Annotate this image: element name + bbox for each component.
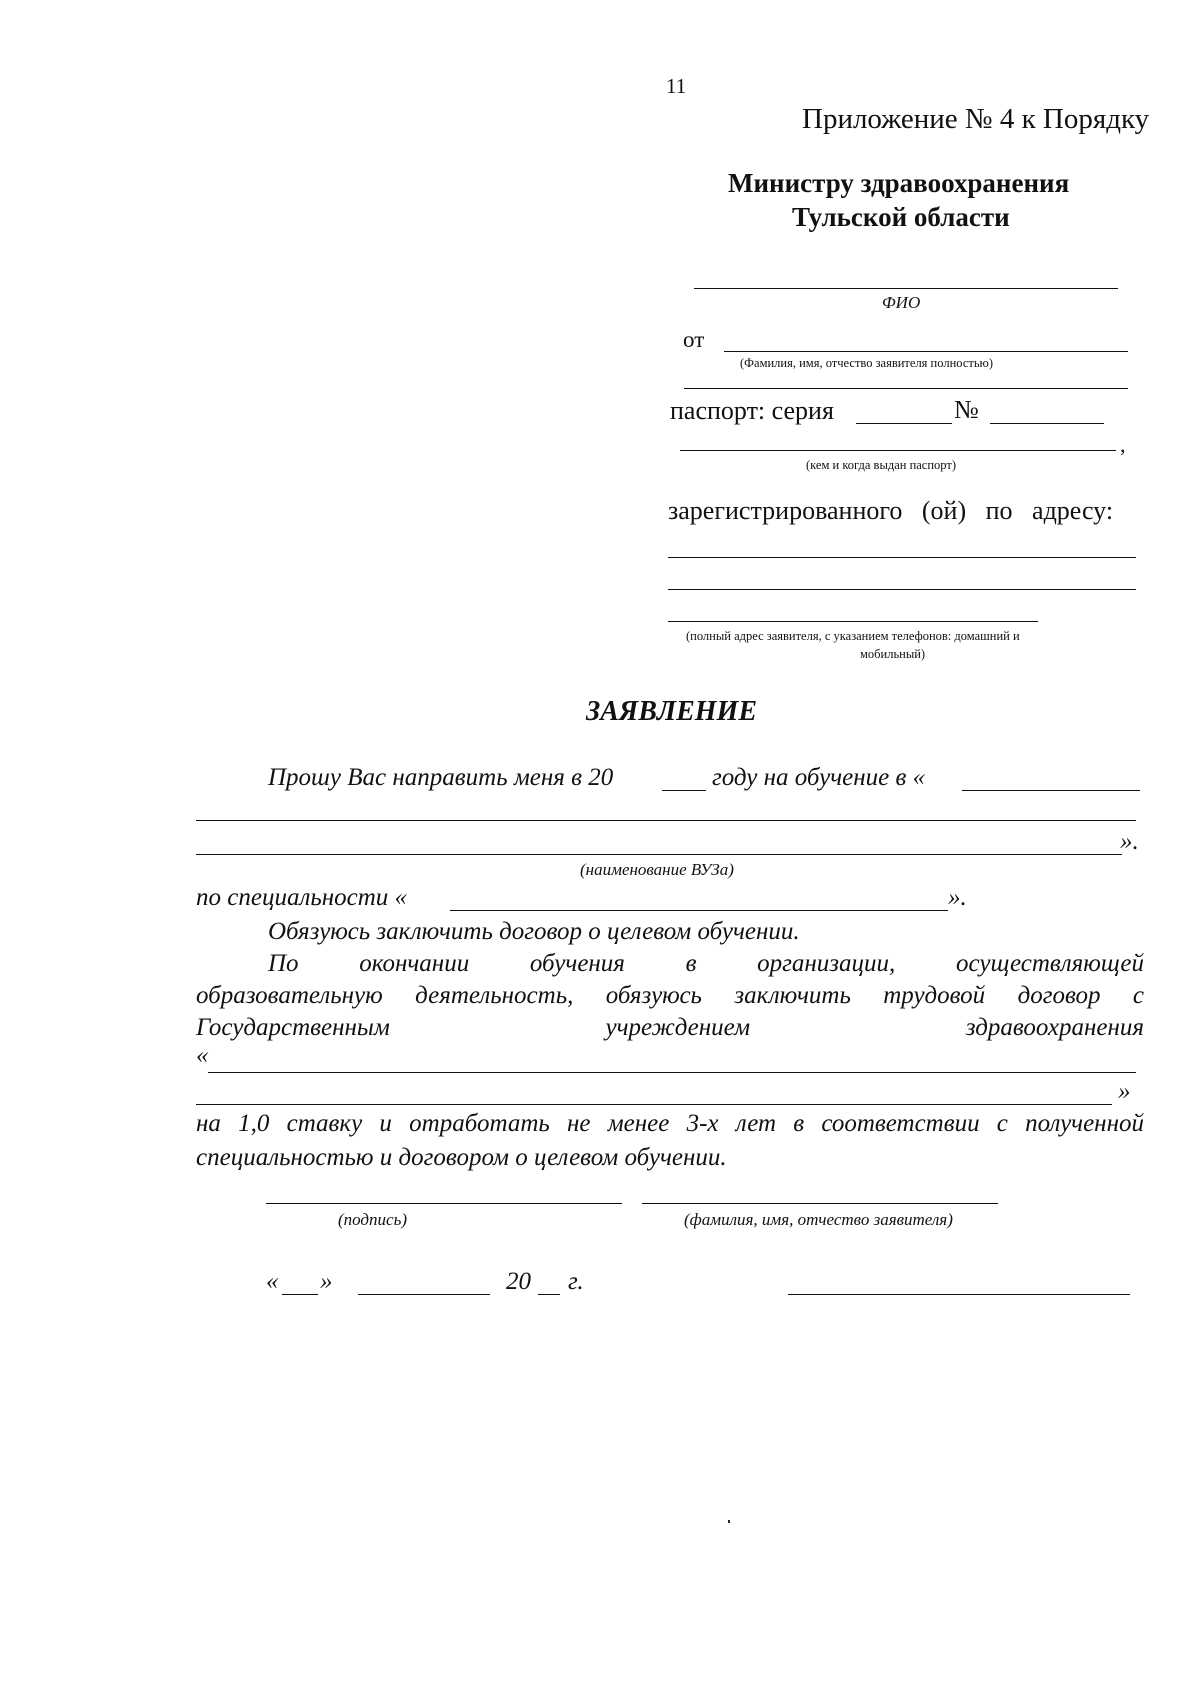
date-year-prefix: 20 [506, 1268, 531, 1295]
passport-number-sign: № [954, 395, 979, 424]
specialty-close: ». [948, 884, 967, 911]
name-underline [642, 1203, 998, 1204]
university-underline-3 [196, 854, 1122, 855]
obligation-para-line-2: образовательную деятельность, обязуюсь заключить трудовой договор с [196, 982, 1144, 1009]
address-underline-2 [668, 589, 1136, 590]
request-mid: году на обучение в « [712, 764, 926, 791]
name-caption: (фамилия, имя, отчество заявителя) [684, 1210, 953, 1229]
passport-label: паспорт: серия [670, 396, 834, 425]
passport-issued-comma: , [1120, 432, 1126, 457]
closing-line-2: специальностью и договором о целевом обучении. [196, 1144, 727, 1171]
passport-number-underline [990, 423, 1104, 424]
addressee-line-1: Министру здравоохранения [728, 168, 1070, 198]
from-extra-underline [684, 388, 1128, 389]
date-open-quote: « [266, 1268, 279, 1295]
institution-close-quote: » [1118, 1078, 1131, 1105]
university-underline-2 [196, 820, 1136, 821]
date-year-underline [538, 1294, 560, 1295]
fio-caption: ФИО [882, 293, 921, 312]
passport-issued-underline [680, 450, 1116, 451]
appendix-header: Приложение № 4 к Порядку [802, 103, 1150, 135]
obligation-para-line-1: По окончании обучения в организации, осуществляющей [268, 950, 1144, 977]
university-underline-1 [962, 790, 1140, 791]
university-caption: (наименование ВУЗа) [580, 860, 734, 879]
closing-line-1: на 1,0 ставку и отработать не менее 3-х лет в соответствии с полученной [196, 1110, 1144, 1137]
date-month-underline [358, 1294, 490, 1295]
institution-open-quote: « [196, 1042, 209, 1069]
specialty-label: по специальности « [196, 884, 408, 911]
page-number: 11 [666, 74, 687, 98]
address-caption-line-1: (полный адрес заявителя, с указанием телефонов: домашний и [686, 629, 1020, 643]
scan-dot [728, 1520, 730, 1523]
date-year-suffix: г. [568, 1268, 584, 1295]
obligation-para-line-3: Государственным учреждением здравоохранения [196, 1014, 1144, 1041]
passport-issued-caption: (кем и когда выдан паспорт) [806, 458, 957, 472]
from-caption: (Фамилия, имя, отчество заявителя полностью) [740, 356, 994, 370]
addressee-line-2: Тульской области [792, 202, 1010, 232]
university-close: ». [1120, 828, 1139, 855]
date-close-quote: » [320, 1268, 333, 1295]
passport-series-underline [856, 423, 952, 424]
address-caption-line-2: мобильный) [860, 647, 926, 661]
address-underline-3 [668, 621, 1038, 622]
from-label: от [683, 327, 705, 352]
registered-label: зарегистрированного (ой) по адресу: [668, 496, 1114, 525]
obligation-contract: Обязуюсь заключить договор о целевом обучении. [268, 918, 800, 945]
document-title: ЗАЯВЛЕНИЕ [586, 696, 758, 727]
fio-underline [694, 288, 1118, 289]
address-underline-1 [668, 557, 1136, 558]
from-underline [724, 351, 1128, 352]
specialty-underline [450, 910, 948, 911]
request-year-underline [662, 790, 706, 791]
signature-caption: (подпись) [338, 1210, 407, 1229]
institution-underline-1 [208, 1072, 1136, 1073]
institution-underline-2 [196, 1104, 1112, 1105]
signature-underline [266, 1203, 622, 1204]
date-day-underline [282, 1294, 318, 1295]
date-signature-underline [788, 1294, 1130, 1295]
request-start: Прошу Вас направить меня в 20 [268, 764, 614, 791]
